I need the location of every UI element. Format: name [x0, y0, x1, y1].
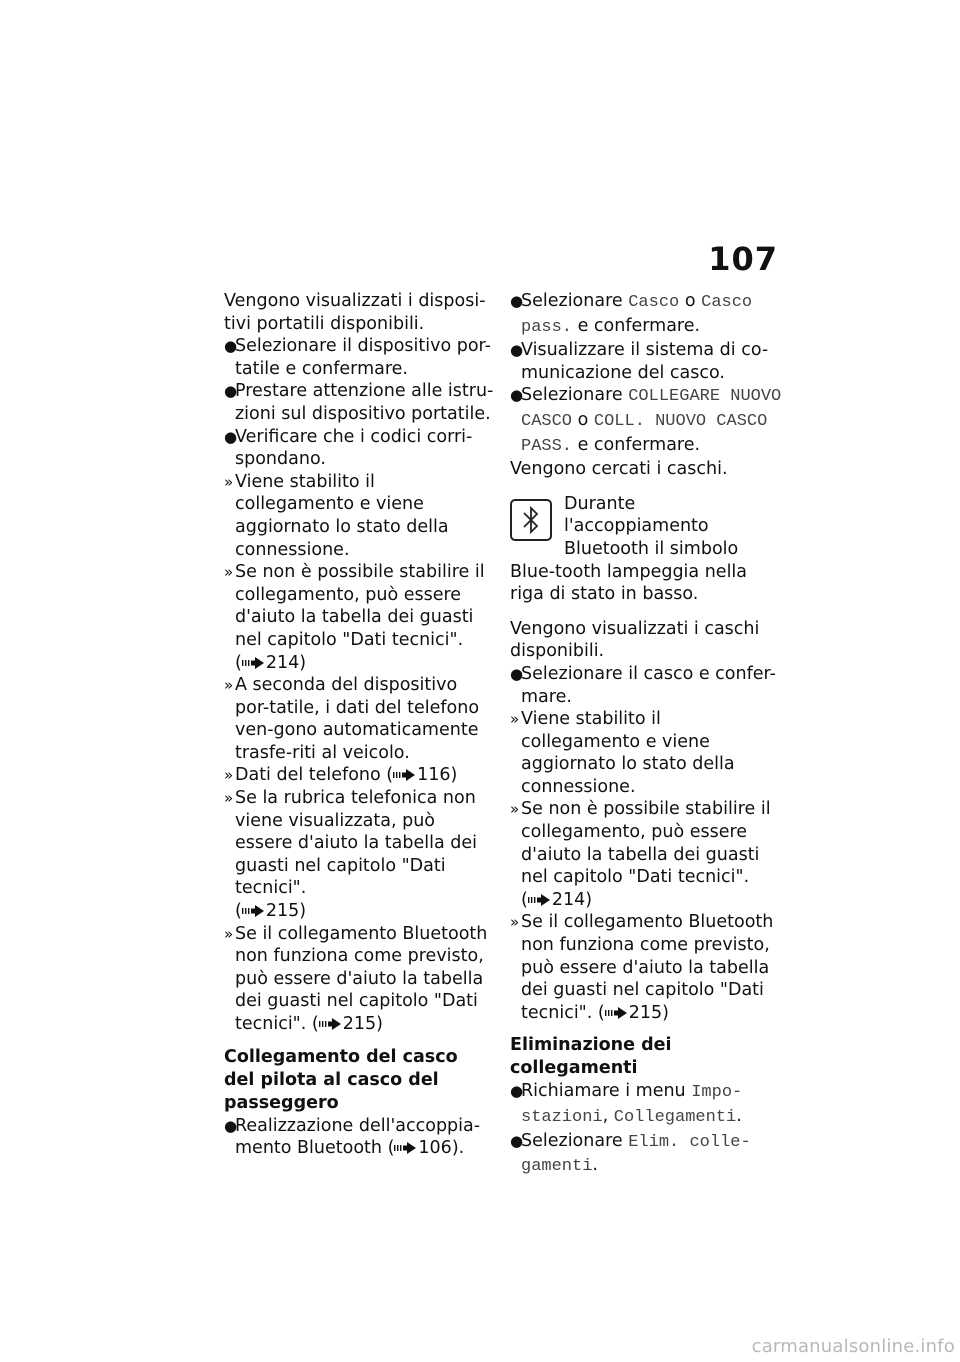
available-text: Vengono visualizzati i caschi disponibili.: [510, 618, 760, 662]
bluetooth-note: [510, 493, 785, 606]
page-reference[interactable]: ( 116): [386, 765, 458, 786]
page-reference[interactable]: ( 214): [521, 889, 593, 910]
result-arrow-icon: »: [224, 563, 234, 582]
list-item: ● Verificare che i codici corri-spondano.: [224, 426, 473, 470]
result-arrow-icon: »: [224, 766, 234, 785]
bullet-icon: ●: [510, 1131, 524, 1150]
menu-option: COLLEGARE NUOVO CASCO: [521, 387, 782, 431]
page-ref-arrow-icon: [319, 1018, 341, 1030]
page-reference[interactable]: ( 215): [597, 1002, 669, 1023]
page-reference[interactable]: ( 215): [311, 1014, 383, 1034]
status-text: Vengono cercati i caschi.: [510, 459, 728, 480]
result-item: » Dati del telefono ( 116): [224, 765, 458, 786]
result-arrow-icon: »: [224, 472, 234, 491]
page-ref-arrow-icon: [242, 905, 264, 917]
footer-watermark[interactable]: carmanualsonline.info: [751, 1336, 955, 1357]
bullet-icon: ●: [510, 341, 524, 360]
bullet-icon: ●: [510, 1082, 524, 1101]
bluetooth-icon: [510, 499, 552, 541]
menu-option: COLL. NUOVO CASCO PASS.: [521, 411, 768, 456]
page-reference[interactable]: ( 215): [235, 901, 307, 922]
result-item: » Se non è possibile stabilire il collegamento, può essere d'aiuto la tabella dei guasti nel capitolo "Dati tecnici". ( 214): [510, 799, 771, 910]
result-item: » Se il collegamento Bluetooth non funziona come previsto, può essere d'aiuto la tabella dei guasti nel capitolo "Dati tecnici". ( 215): [224, 923, 488, 1034]
result-arrow-icon: »: [224, 789, 234, 808]
result-item: » A seconda del dispositivo por-tatile, i dati del telefono ven-gono automaticamente trasfe-riti al veicolo.: [224, 675, 480, 763]
bullet-icon: ●: [224, 337, 238, 356]
page-ref-arrow-icon: [394, 1142, 416, 1154]
section-heading: Eliminazione dei collegamenti: [510, 1035, 672, 1079]
list-item: ● Prestare attenzione alle istru-zioni sul dispositivo portatile.: [224, 381, 494, 424]
page-ref-arrow-icon: [242, 657, 264, 669]
list-item: ● Selezionare il casco e confer-mare.: [510, 663, 776, 707]
bullet-icon: ●: [510, 386, 524, 405]
page-reference[interactable]: ( 106): [387, 1138, 459, 1159]
result-item: » Viene stabilito il collegamento e viene aggiornato lo stato della connessione.: [224, 471, 449, 560]
result-item: » Se non è possibile stabilire il collegamento, può essere d'aiuto la tabella dei guasti nel capitolo "Dati tecnici". ( 214): [224, 562, 485, 673]
left-column: [224, 290, 494, 1160]
bullet-icon: ●: [224, 427, 238, 446]
result-arrow-icon: »: [224, 676, 234, 695]
list-item: ● Selezionare il dispositivo por-tatile e confermare.: [224, 336, 491, 379]
page-ref-arrow-icon: [528, 894, 550, 906]
list-item: ● Richiamare i menu Impo-stazioni, Collegamenti.: [510, 1081, 743, 1127]
note-text: Durante l'accoppiamento Bluetooth il simbolo Blue-tooth lampeggia nella riga di stato in basso.: [510, 493, 748, 605]
right-column: [510, 290, 785, 1179]
list-item: ● Selezionare Elim. colle-gamenti.: [510, 1130, 751, 1177]
menu-option: Impo-stazioni: [521, 1083, 743, 1127]
menu-option: Collegamenti: [613, 1108, 737, 1127]
bullet-icon: ●: [510, 664, 524, 683]
list-item: ● Realizzazione dell'accoppia-mento Bluetooth ( 106).: [224, 1115, 481, 1159]
result-arrow-icon: »: [224, 924, 234, 943]
result-item: » Viene stabilito il collegamento e viene aggiornato lo stato della connessione.: [510, 709, 735, 797]
page-reference[interactable]: ( 214): [235, 652, 307, 673]
bullet-icon: ●: [510, 292, 524, 310]
menu-option: Elim. colle-gamenti: [521, 1132, 751, 1177]
list-item: ● Selezionare Casco o Casco pass. e confermare.: [510, 291, 753, 337]
result-item: » Se il collegamento Bluetooth non funziona come previsto, può essere d'aiuto la tabella dei guasti nel capitolo "Dati tecnici". ( 215): [510, 912, 774, 1023]
menu-option: Casco pass.: [521, 293, 753, 337]
bullet-icon: ●: [224, 1116, 238, 1135]
result-arrow-icon: »: [510, 710, 520, 729]
page-number: 107: [708, 240, 778, 278]
page-ref-arrow-icon: [605, 1007, 627, 1019]
list-item: ● Visualizzare il sistema di co-municazione del casco.: [510, 340, 769, 383]
list-item: ● Selezionare COLLEGARE NUOVO CASCO o COLL. NUOVO CASCO PASS. e confermare.: [510, 385, 782, 456]
page-ref-arrow-icon: [393, 769, 415, 781]
intro-text: Vengono visualizzati i disposi-tivi portatili disponibili.: [224, 291, 486, 334]
result-arrow-icon: »: [510, 913, 520, 932]
result-arrow-icon: »: [510, 800, 520, 819]
section-heading: Collegamento del casco del pilota al casco del passeggero: [224, 1046, 458, 1113]
bullet-icon: ●: [224, 382, 238, 401]
menu-option: Casco: [628, 293, 680, 312]
result-item: » Se la rubrica telefonica non viene visualizzata, può essere d'aiuto la tabella dei guasti nel capitolo "Dati tecnici". ( 215): [224, 788, 477, 922]
